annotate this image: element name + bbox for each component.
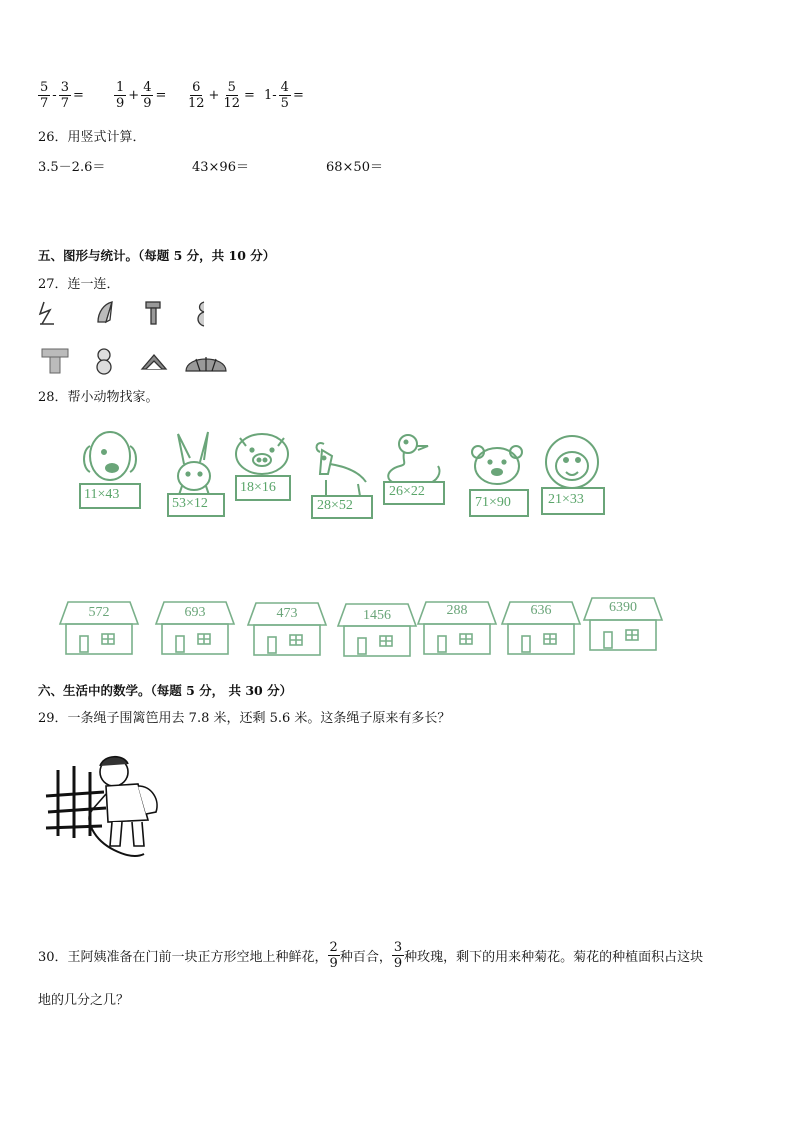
fraction-expr-3 [186,80,257,111]
boy-icon [92,757,157,846]
numerator: 5 [40,80,49,95]
numerator: 1 [116,80,125,95]
house-number: 288 [446,603,468,618]
house-number: 693 [184,605,206,620]
numerator: 6 [192,80,201,95]
house-6[interactable] [500,598,582,656]
partial-zigzag-icon [40,302,54,324]
denominator: 9 [143,96,152,111]
animal-label: 71×90 [475,495,511,510]
denominator: 9 [393,956,403,971]
animal-duck[interactable] [378,432,450,508]
numerator: 3 [393,940,403,955]
denominator: 5 [280,96,289,111]
fraction-expr-4 [262,80,306,111]
operator: = [244,88,255,103]
house-3[interactable] [246,599,328,657]
q30-text-pre: 30．王阿姨准备在门前一块正方形空地上种鲜花， [38,950,328,965]
animal-monkey[interactable] [538,434,608,518]
lamp-icon [42,349,68,373]
denominator: 9 [329,956,338,971]
animal-pig[interactable] [232,430,292,504]
fence-icon [46,766,106,838]
partial-lamp-icon [146,302,160,324]
fraction-expr-1 [38,80,86,111]
denominator: 7 [60,96,69,111]
partial-snowman-icon [198,302,204,326]
snowman-icon [97,349,111,374]
fraction [392,940,404,971]
fraction [328,940,340,971]
operator: - [52,88,57,103]
denominator: 9 [116,96,125,111]
house-5[interactable] [416,598,498,656]
animal-label: 53×12 [172,496,208,511]
question-29-text: 29．一条绳子围篱笆用去 7.8 米，还剩 5.6 米。这条绳子原来有多长？ [38,711,451,726]
house-number: 572 [88,605,110,620]
operator: 1- [264,88,277,103]
question-30 [38,940,703,971]
partial-umbrella-icon [98,302,112,322]
question-26-title: 26．用竖式计算． [38,130,146,145]
numerator: 4 [280,80,289,95]
q30-text-mid2: 种玫瑰，剩下的用来种菊花。菊花的种植面积占这块 [404,950,704,965]
house-number: 636 [530,603,552,618]
house-number: 1456 [363,608,391,623]
operator: + [128,88,140,103]
operator: = [72,88,84,103]
q26-item-3: 68×50＝ [326,160,383,175]
q26-item-2: 43×96＝ [192,160,249,175]
question-27-title: 27．连一连． [38,277,120,292]
operator: = [155,88,167,103]
fraction-expr-2 [114,80,168,111]
house-7[interactable] [582,594,664,652]
numerator: 2 [329,940,338,955]
operator: = [292,88,304,103]
animal-bear[interactable] [466,442,532,520]
animal-label: 26×22 [389,484,425,499]
house-4[interactable] [336,600,418,658]
animal-rabbit[interactable] [164,428,228,520]
numerator: 4 [143,80,152,95]
animal-label: 18×16 [240,480,276,495]
q26-item-1: 3.5－2.6＝ [38,160,106,175]
question-28-title: 28．帮小动物找家。 [38,390,159,405]
animal-goat[interactable] [306,434,376,522]
house-number: 6390 [609,600,637,615]
q30-line-2: 地的几分之几？ [38,993,130,1008]
animal-label: 21×33 [548,492,584,507]
q27-bottom-shapes [36,345,236,377]
q27-top-shapes [36,296,226,330]
animal-label: 11×43 [84,487,120,502]
house-2[interactable] [154,598,236,656]
numerator: 5 [227,80,236,95]
denominator: 12 [223,96,240,111]
house-1[interactable] [58,598,140,656]
umbrella-icon [186,357,226,371]
operator: + [208,88,220,103]
house-number: 473 [276,606,298,621]
q30-text-mid1: 种百合， [339,950,392,965]
boy-fence-illustration [44,750,162,864]
numerator: 3 [60,80,69,95]
section-5-heading: 五、图形与统计。（每题 5 分，共 10 分） [38,248,276,263]
animal-dog[interactable] [74,428,142,514]
section-6-heading: 六、生活中的数学。（每题 5 分， 共 30 分） [38,683,293,698]
denominator: 7 [40,96,49,111]
animal-label: 28×52 [317,498,353,513]
denominator: 12 [188,96,205,111]
zigzag-tree-icon [142,355,166,369]
